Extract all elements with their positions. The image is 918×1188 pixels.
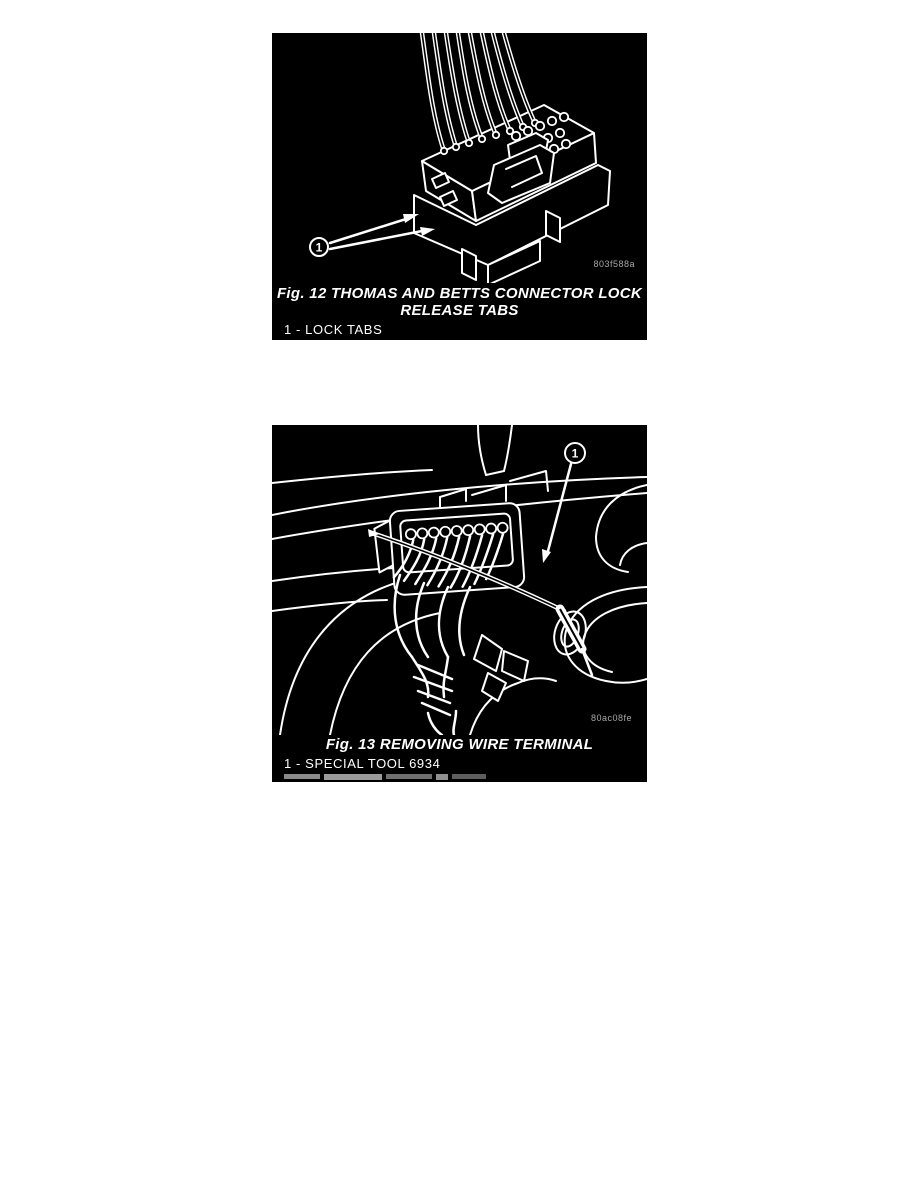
figure-13-illustration-removing-wire-terminal — [272, 425, 647, 735]
wire-bundle — [395, 575, 470, 735]
figure-12-panel — [272, 33, 647, 340]
arrowhead — [542, 549, 551, 563]
figure-12-caption — [272, 285, 647, 319]
figure-12-legend-item: 1 - LOCK TABS — [284, 322, 383, 337]
figure-13-panel — [272, 425, 647, 782]
figure-13-caption-line-1: Fig. 13 REMOVING WIRE TERMINAL — [325, 736, 594, 753]
figure-12-image-code: 803f588a — [593, 259, 635, 269]
figure-13-image-code: 80ac08fe — [590, 713, 632, 723]
figure-13-caption — [272, 736, 647, 753]
figure-13-callout-label: 1 — [571, 446, 579, 461]
bracket-facets — [474, 635, 528, 701]
figure-13-legend-item: 1 - SPECIAL TOOL 6934 — [284, 756, 441, 771]
figure-12-illustration-connector-lock-tabs — [272, 33, 647, 283]
cropped-artifact-strip — [272, 774, 647, 782]
figure-12-callout-label: 1 — [315, 240, 323, 255]
callout-arrow-line — [548, 464, 571, 551]
callout-arrow-line-lower — [330, 231, 422, 249]
figure-12-caption-line-2: RELEASE TABS — [400, 302, 519, 319]
figure-12-caption-line-1: Fig. 12 THOMAS AND BETTS CONNECTOR LOCK — [276, 285, 643, 302]
callout-arrow-line-upper — [330, 219, 406, 243]
callout-1 — [542, 443, 585, 563]
hose — [549, 587, 647, 683]
